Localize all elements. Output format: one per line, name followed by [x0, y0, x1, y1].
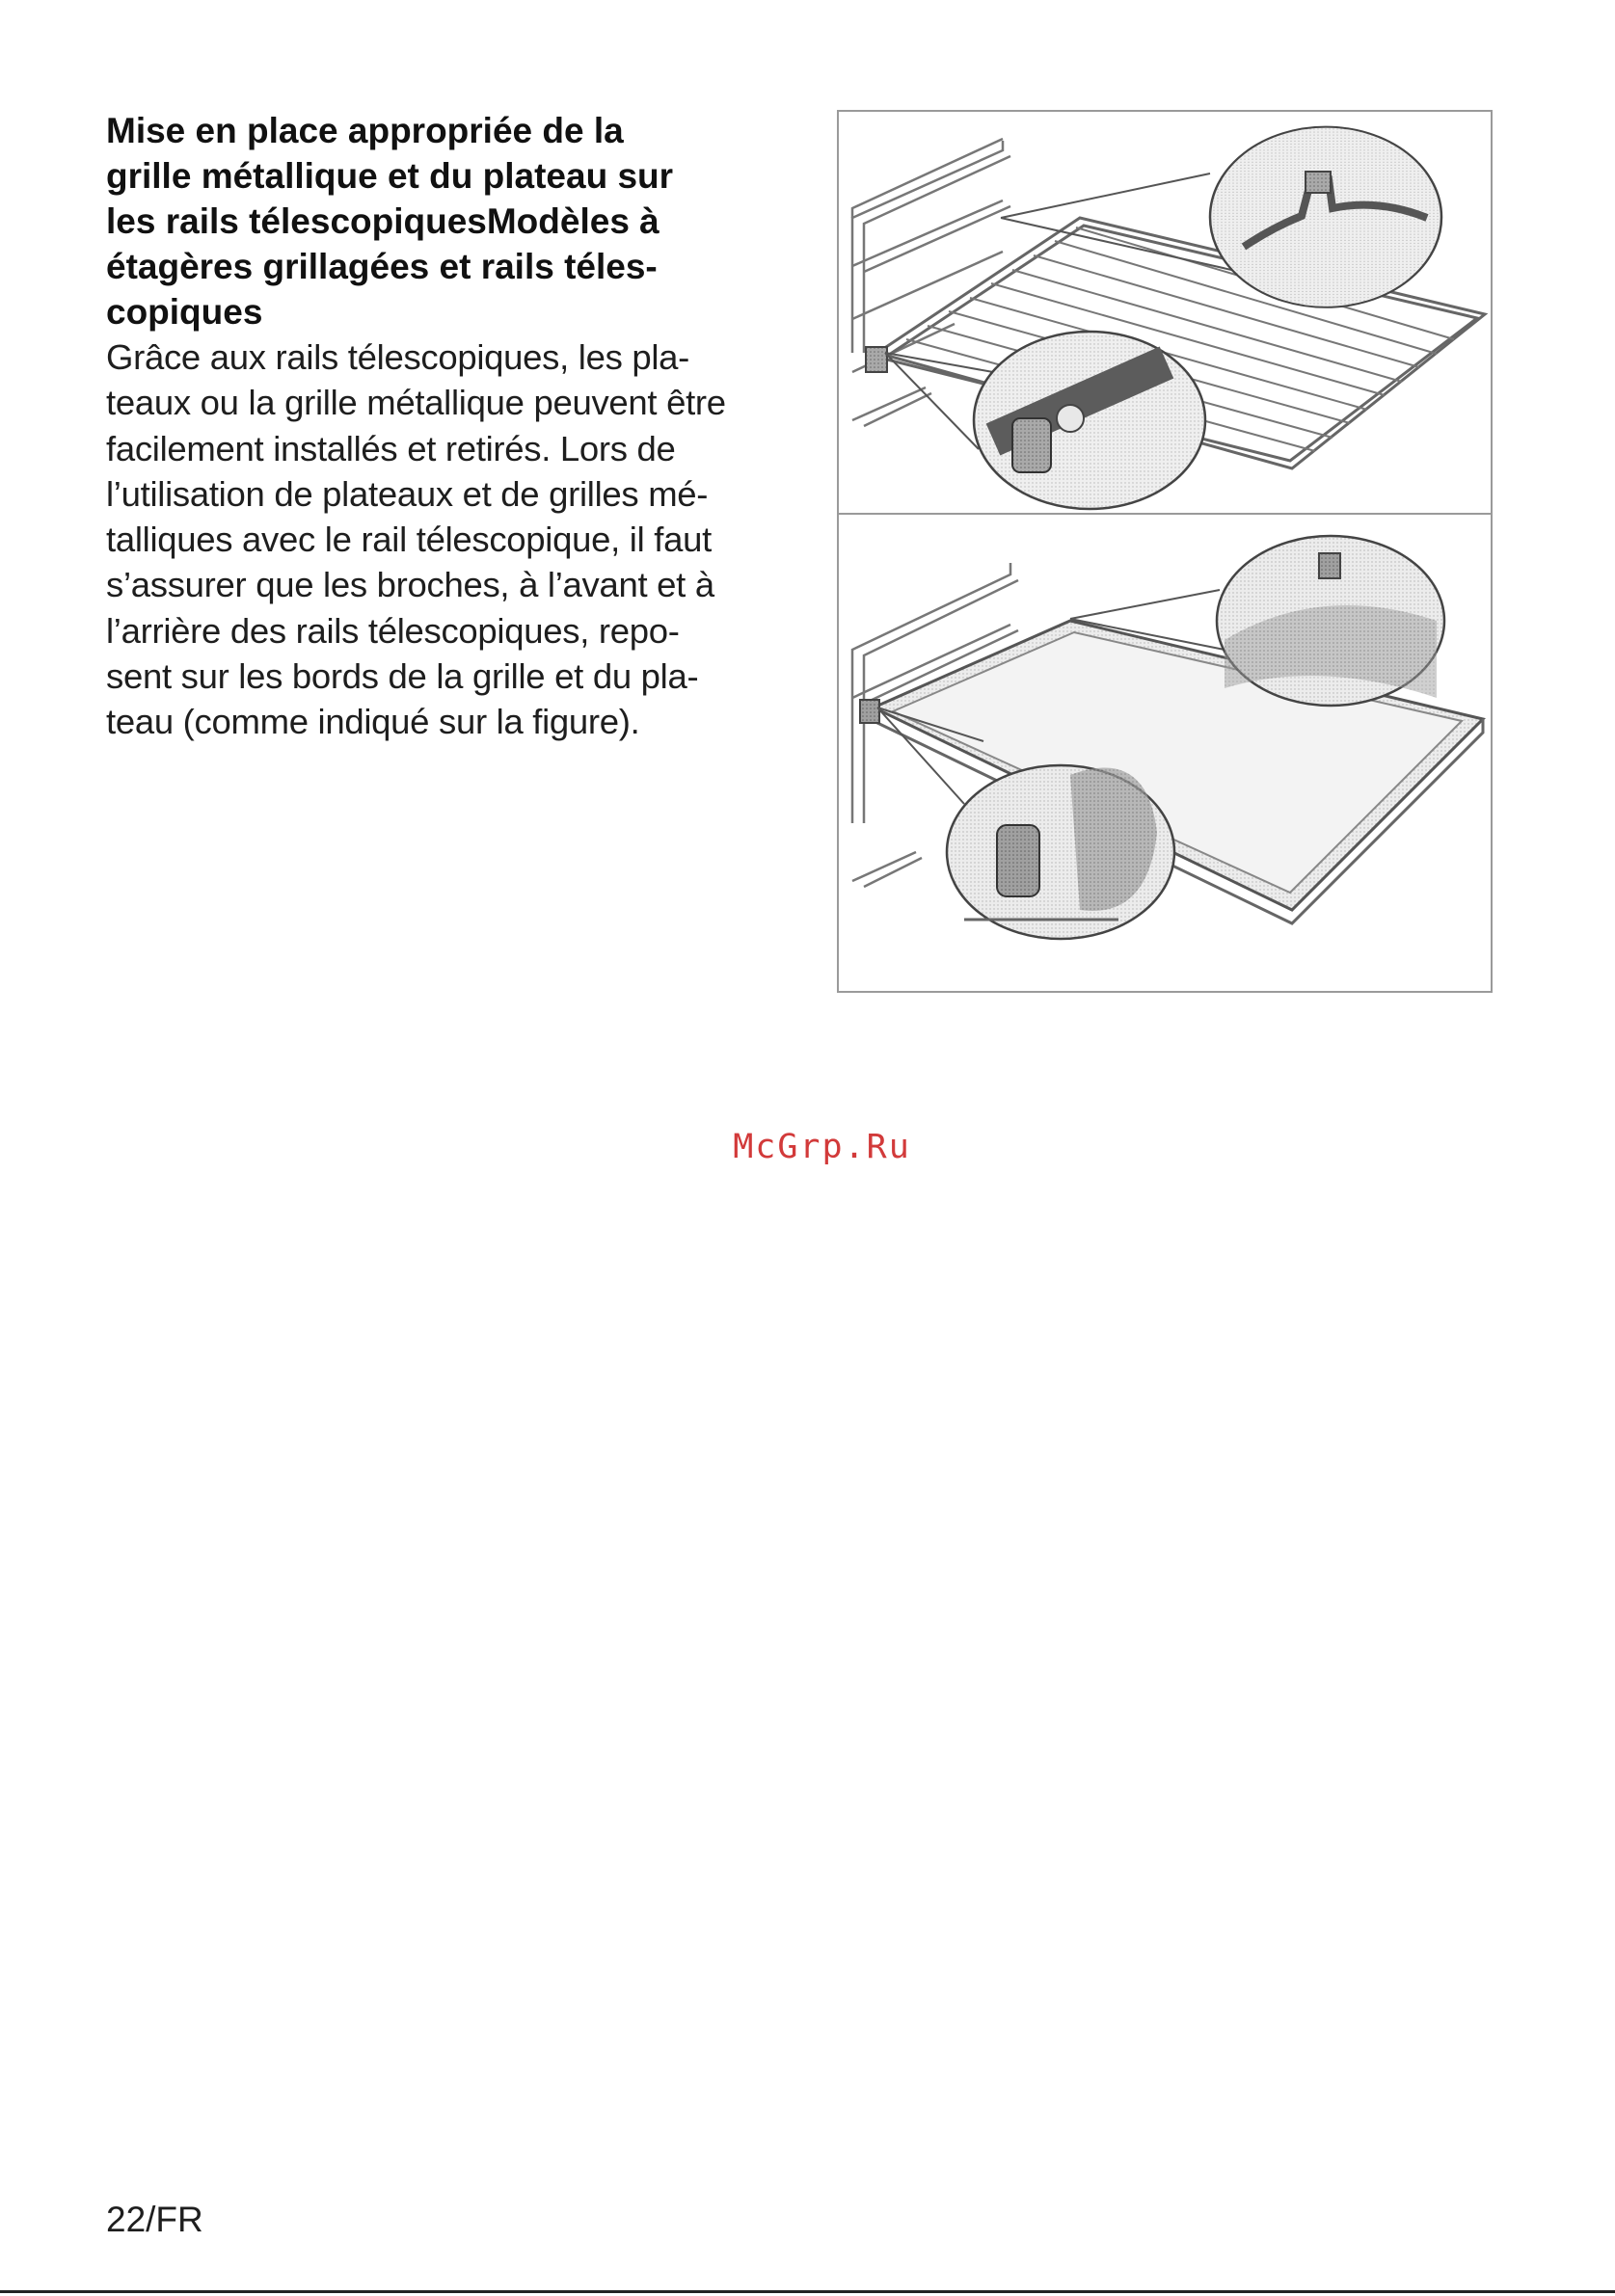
grill-illustration [839, 112, 1491, 515]
tray-illustration [839, 515, 1491, 991]
bottom-divider [0, 2290, 1615, 2293]
section-title: Mise en place appropriée de la grille métallique et du plateau sur les rails télescopiquesModèles à étagères grillagées et rails téles- copiques [106, 111, 674, 332]
page-number: 22/FR [106, 2200, 203, 2239]
installation-figure [837, 110, 1493, 993]
grill-on-rails-drawing [839, 112, 1491, 513]
watermark-text: McGrp.Ru [733, 1128, 911, 1166]
section-body: Grâce aux rails télescopiques, les pla- teaux ou la grille métallique peuvent être facilement installés et retirés. Lors de l’utilisation de plateaux et de grilles mé- talliques avec le rail télescopique, il faut s’assurer que les broches, à l’avant et à l’arrière des rails télescopiques, repo- sent sur les bords de la grille et du pla- teau (comme indiqué sur la figure). [106, 337, 726, 742]
tray-on-rails-drawing [839, 515, 1491, 991]
text-column [106, 108, 781, 745]
